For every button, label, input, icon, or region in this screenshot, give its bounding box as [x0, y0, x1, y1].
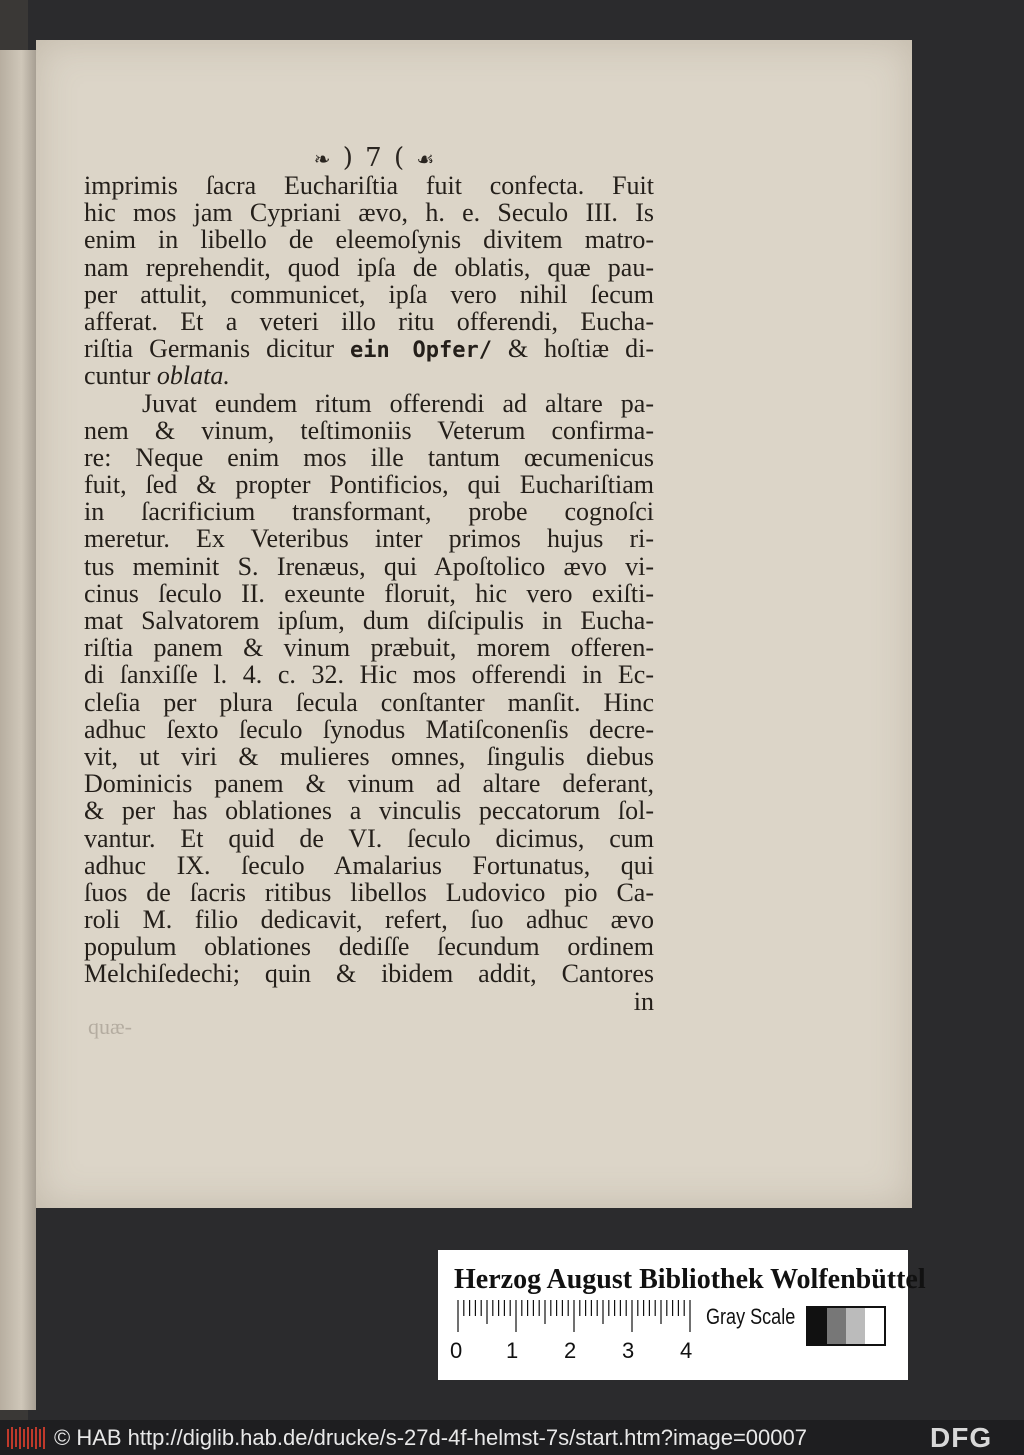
text-line: nam reprehendit, quod ipſa de oblatis, quæ pau-	[84, 252, 654, 282]
text-line: di ſanxiſſe l. 4. c. 32. Hic mos offerendi in Ec-	[84, 660, 654, 690]
page-body-text	[84, 172, 654, 1015]
text-line: in ſacrificium transformant, probe cognoſci	[84, 497, 654, 527]
text-line: Juvat eundem ritum offerendi ad altare pa-	[142, 388, 654, 418]
text-line: afferat. Et a veteri illo ritu offerendi, Eucha-	[84, 306, 654, 336]
ruler-numbers	[450, 1338, 710, 1364]
text-line: riſtia panem & vinum præbuit, morem offeren-	[84, 633, 654, 663]
text-line: imprimis ſacra Euchariſtia fuit confecta. Fuit	[84, 171, 654, 200]
footer-bar	[0, 1420, 1024, 1455]
catchword: in	[633, 986, 654, 1016]
text-line	[84, 362, 654, 389]
text-line: mat Salvatorem ipſum, dum diſcipulis in Eucha-	[84, 606, 654, 635]
text-line-end: & hoſtiæ di-	[507, 334, 655, 364]
ornament-right-icon: ☙	[416, 147, 437, 171]
swatch	[846, 1308, 865, 1344]
text-line: adhuc IX. ſeculo Amalarius Fortunatus, qui	[84, 850, 654, 880]
text-line: cleſia per plura ſecula conſtanter manſit. Hinc	[84, 687, 654, 717]
blackletter-phrase: ein Opfer/	[350, 338, 492, 364]
text-line: per attulit, communicet, ipſa vero nihil ſecum	[84, 279, 654, 309]
ruler-number: 3	[622, 1338, 635, 1363]
library-name: Herzog August Bibliothek Wolfenbüttel	[454, 1264, 926, 1295]
ruler-number: 2	[564, 1338, 577, 1363]
text-line	[84, 335, 654, 362]
text-line: vantur. Et quid de VI. ſeculo dicimus, cum	[84, 823, 654, 853]
source-url[interactable]: © HAB http://diglib.hab.de/drucke/s-27d-4f-helmst-7s/start.htm?image=00007	[54, 1425, 807, 1450]
ruler-number: 1	[506, 1338, 519, 1363]
grayscale-swatches	[806, 1306, 886, 1346]
text-line: fuit, ſed & propter Pontificios, qui Euchariſtiam	[84, 470, 654, 500]
text-line: nem & vinum, teſtimoniis Veterum confirma-	[84, 415, 654, 445]
ruler-number: 0	[450, 1338, 463, 1363]
text-line: populum oblationes dediſſe ſecundum ordinem	[84, 932, 654, 962]
text-line: vit, ut viri & mulieres omnes, ſingulis diebus	[84, 741, 654, 771]
text-line: cinus ſeculo II. exeunte floruit, hic vero exiſti-	[84, 578, 654, 608]
text-line: Dominicis panem & vinum ad altare deferant,	[84, 769, 654, 799]
italic-word: oblata.	[156, 361, 230, 391]
grayscale-label: Gray Scale	[706, 1304, 796, 1329]
previous-page-edge	[0, 50, 36, 1410]
ornament-left-icon: ❧	[313, 147, 333, 171]
text-line-start: cuntur	[84, 361, 151, 391]
text-line: ſuos de ſacris ritibus libellos Ludovico pio Ca-	[84, 877, 654, 907]
hab-barcode-icon	[6, 1426, 46, 1450]
text-line: hic mos jam Cypriani ævo, h. e. Seculo III. Is	[84, 198, 654, 228]
text-line: Melchiſedechi; quin & ibidem addit, Cantores	[84, 959, 654, 989]
text-line: meretur. Ex Veteribus inter primos hujus ri-	[84, 524, 654, 554]
swatch	[808, 1308, 827, 1344]
page-number: ) 7 (	[342, 143, 407, 173]
text-line-start: riſtia Germanis dicitur	[84, 334, 335, 364]
library-label	[438, 1250, 926, 1380]
swatch	[865, 1308, 884, 1344]
text-line: enim in libello de eleemoſynis divitem matro-	[84, 225, 654, 255]
text-line: roli M. filio dedicavit, refert, ſuo adhuc ævo	[84, 905, 654, 935]
text-line: & per has oblationes a vinculis peccatorum ſol-	[84, 796, 654, 826]
text-line: tus meminit S. Irenæus, qui Apoſtolico ævo vi-	[84, 551, 654, 581]
text-line: re: Neque enim mos ille tantum œcumenicus	[84, 442, 654, 472]
ruler-number: 4	[680, 1338, 693, 1363]
swatch	[827, 1308, 846, 1344]
page-header	[300, 143, 450, 173]
bleed-through-text: quæ-	[88, 1014, 132, 1039]
text-line: adhuc ſexto ſeculo ſynodus Matiſconenſis decre-	[84, 714, 654, 744]
ruler-scale	[456, 1298, 696, 1334]
dfg-logo: DFG	[930, 1422, 993, 1453]
